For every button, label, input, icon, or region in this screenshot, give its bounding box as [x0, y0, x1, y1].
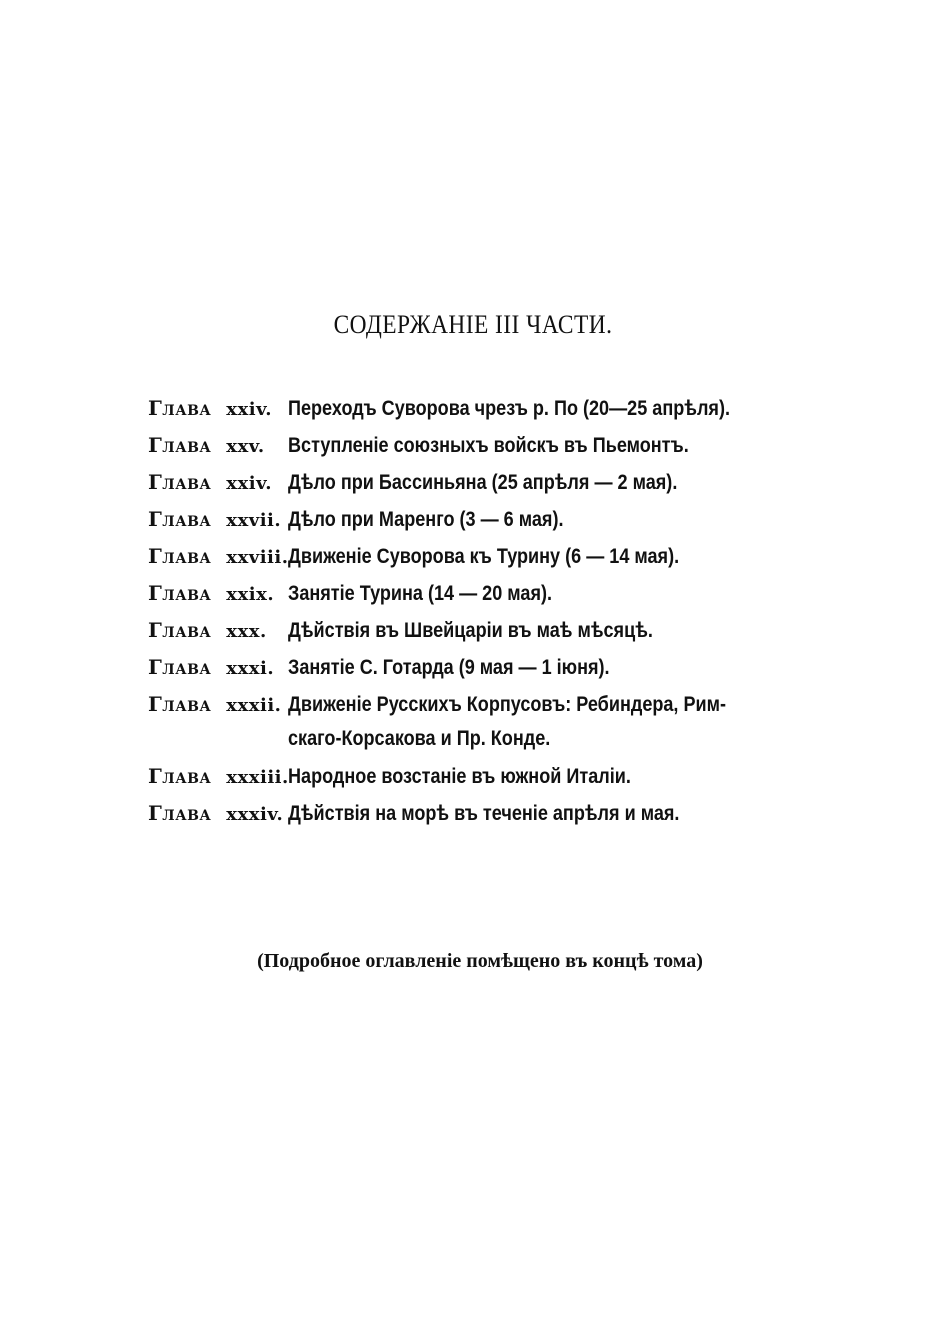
page-title: СОДЕРЖАНІЕ III ЧАСТИ.	[333, 310, 613, 339]
chapter-numeral: xxxiv.	[226, 804, 284, 825]
chapter-title: Занятіе Турина (14 — 20 мая).	[288, 582, 553, 605]
toc-entry	[148, 507, 828, 544]
toc-entry	[148, 618, 828, 655]
chapter-label: Глава	[148, 433, 212, 457]
chapter-numeral: xxiv.	[226, 399, 273, 420]
toc-entry	[148, 801, 828, 838]
chapter-numeral: xxxi.	[226, 658, 275, 679]
chapter-title: Переходъ Суворова чрезъ р. По (20—25 апрѣля).	[288, 397, 730, 420]
chapter-title: Дѣйствія на морѣ въ теченіе апрѣля и мая.	[288, 802, 680, 825]
toc-entry	[148, 396, 828, 433]
chapter-label: Глава	[148, 581, 212, 605]
chapter-title: Движеніе Суворова къ Турину (6 — 14 мая).	[288, 545, 680, 568]
chapter-numeral: xxxiii.	[226, 767, 289, 788]
toc-entry	[148, 470, 828, 507]
toc-entry	[148, 764, 828, 801]
chapter-title: Движеніе Русскихъ Корпусовъ: Ребиндера, Рим-	[288, 693, 726, 716]
footer-note: (Подробное оглавленіе помѣщено въ концѣ тома)	[257, 950, 703, 972]
chapter-label: Глава	[148, 764, 212, 788]
chapter-prefix	[148, 396, 288, 420]
chapter-title: Дѣло при Маренго (3 — 6 мая).	[288, 508, 564, 531]
toc-entry	[148, 433, 828, 470]
chapter-prefix	[148, 544, 288, 568]
chapter-label: Глава	[148, 396, 212, 420]
toc-entry	[148, 544, 828, 581]
chapter-title: Занятіе С. Готарда (9 мая — 1 іюня).	[288, 656, 610, 679]
chapter-numeral: xxix.	[226, 584, 275, 605]
chapter-prefix	[148, 470, 288, 494]
chapter-numeral: xxv.	[226, 436, 265, 457]
chapter-label: Глава	[148, 801, 212, 825]
chapter-title: Вступленіе союзныхъ войскъ въ Пьемонтъ.	[288, 434, 689, 457]
chapter-title: Дѣйствія въ Швейцаріи въ маѣ мѣсяцѣ.	[288, 619, 653, 642]
toc-entry	[148, 581, 828, 618]
chapter-numeral: xxviii.	[226, 547, 289, 568]
chapter-label: Глава	[148, 692, 212, 716]
chapter-label: Глава	[148, 507, 212, 531]
chapter-numeral: xxx.	[226, 621, 267, 642]
chapter-label: Глава	[148, 655, 212, 679]
chapter-prefix	[148, 581, 288, 605]
chapter-prefix	[148, 764, 288, 788]
toc-entry	[148, 692, 828, 727]
chapter-prefix	[148, 655, 288, 679]
chapter-title-continuation: скаго-Корсакова и Пр. Конде.	[288, 727, 551, 750]
chapter-prefix	[148, 692, 288, 716]
chapter-label: Глава	[148, 544, 212, 568]
chapter-label: Глава	[148, 470, 212, 494]
toc-entry-continuation	[148, 727, 828, 764]
chapter-title: Дѣло при Бассиньяна (25 апрѣля — 2 мая).	[288, 471, 678, 494]
chapter-prefix	[148, 801, 288, 825]
toc-entry	[148, 655, 828, 692]
chapter-numeral: xxiv.	[226, 473, 273, 494]
table-of-contents	[148, 396, 828, 838]
chapter-prefix	[148, 433, 288, 457]
chapter-prefix	[148, 618, 288, 642]
chapter-prefix	[148, 507, 288, 531]
chapter-numeral: xxxii.	[226, 695, 282, 716]
chapter-numeral: xxvii.	[226, 510, 282, 531]
chapter-title: Народное возстаніе въ южной Италіи.	[288, 765, 631, 788]
chapter-label: Глава	[148, 618, 212, 642]
